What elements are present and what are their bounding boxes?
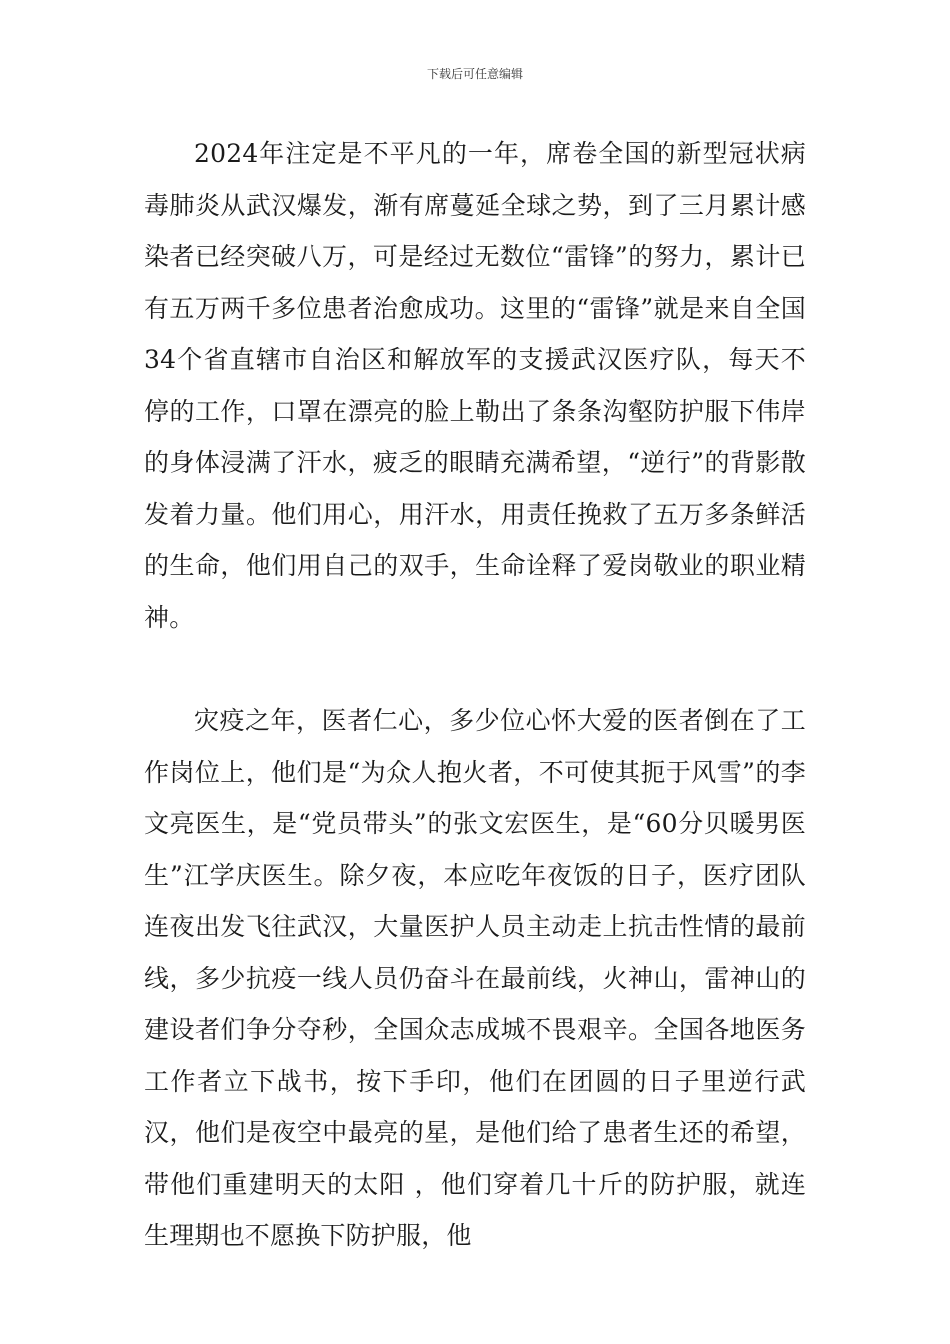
- paragraph-1: 2024年注定是不平凡的一年，席卷全国的新型冠状病毒肺炎从武汉爆发，渐有席蔓延全球之势，到了三月累计感染者已经突破八万，可是经过无数位“雷锋”的努力，累计已有五万两千多位患者治愈成功。这里的“雷锋”就是来自全国34个省直辖市自治区和解放军的支援武汉医疗队，每天不停的工作，口罩在漂亮的脸上勒出了条条沟壑防护服下伟岸的身体浸满了汗水，疲乏的眼睛充满希望，“逆行”的背影散发着力量。他们用心，用汗水，用责任挽救了五万多条鲜活的生命，他们用自己的双手，生命诠释了爱岗敬业的职业精神。: [144, 139, 806, 632]
- page-header: 下载后可任意编辑: [426, 67, 523, 81]
- paragraph-2: 灾疫之年，医者仁心，多少位心怀大爱的医者倒在了工作岗位上，他们是“为众人抱火者，不可使其扼于风雪”的李文亮医生，是“党员带头”的张文宏医生，是“60分贝暖男医生”江学庆医生。除夕夜，本应吃年夜饭的日子，医疗团队连夜出发飞往武汉，大量医护人员主动走上抗击性情的最前线，多少抗疫一线人员仍奋斗在最前线，火神山，雷神山的建设者们争分夺秒，全国众志成城不畏艰辛。全国各地医务工作者立下战书，按下手印，他们在团圆的日子里逆行武汉，他们是夜空中最亮的星，是他们给了患者生还的希望，带他们重建明天的太阳 ，他们穿着几十斤的防护服，就连生理期也不愿换下防护服，他: [144, 706, 806, 1250]
- document-body: [144, 128, 806, 1262]
